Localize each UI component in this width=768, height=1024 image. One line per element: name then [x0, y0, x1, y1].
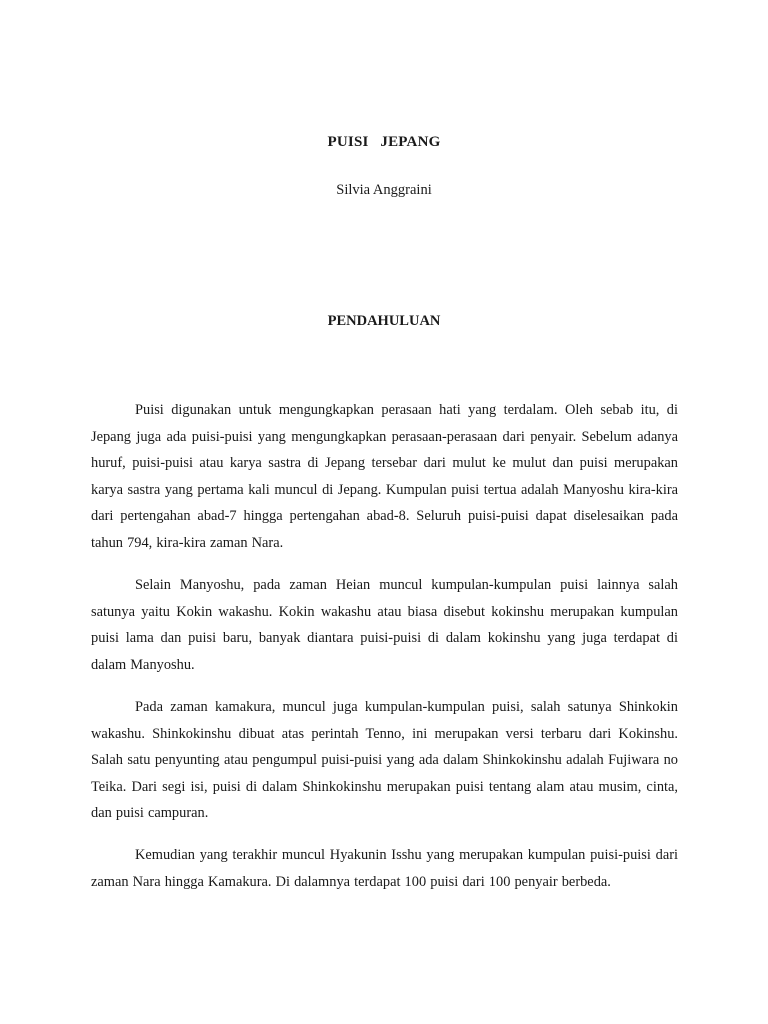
paragraph: Kemudian yang terakhir muncul Hyakunin Isshu yang merupakan kumpulan puisi-puisi dari zaman Nara hingga Kamakura. Di dalamnya terdapat 100 puisi dari 100 penyair berbeda.: [91, 847, 678, 890]
paragraph: Pada zaman kamakura, muncul juga kumpulan-kumpulan puisi, salah satunya Shinkokin wakashu. Shinkokinshu dibuat atas perintah Tenno, ini merupakan versi terbaru dari Kokinshu. Salah satu penyunting atau pengumpul puisi-puisi yang ada dalam Shinkokinshu adalah Fujiwara no Teika. Dari segi isi, puisi di dalam Shinkokinshu merupakan puisi tentang alam atau musim, cinta, dan puisi campuran.: [91, 698, 678, 822]
section-heading: PENDAHULUAN: [327, 313, 441, 329]
paragraph: Puisi digunakan untuk mengungkapkan perasaan hati yang terdalam. Oleh sebab itu, di Jepang juga ada puisi-puisi yang mengungkapkan perasaan-perasaan dari penyair. Sebelum adanya huruf, puisi-puisi atau karya sastra di Jepang tersebar dari mulut ke mulut dan puisi merupakan karya sastra yang pertama kali muncul di Jepang. Kumpulan puisi tertua adalah Manyoshu kira-kira dari pertengahan abad-7 hingga pertengahan abad-8. Seluruh puisi-puisi dapat diselesaikan pada tahun 794, kira-kira zaman Nara.: [91, 402, 678, 551]
document-title: PUISI JEPANG: [327, 134, 441, 150]
body-text: [91, 397, 678, 911]
paragraph: Selain Manyoshu, pada zaman Heian muncul kumpulan-kumpulan puisi lainnya salah satunya yaitu Kokin wakashu. Kokin wakashu atau biasa disebut kokinshu merupakan kumpulan puisi lama dan puisi baru, banyak diantara puisi-puisi di dalam kokinshu yang juga terdapat di dalam Manyoshu.: [91, 577, 678, 673]
document-author: Silvia Anggraini: [336, 182, 432, 198]
